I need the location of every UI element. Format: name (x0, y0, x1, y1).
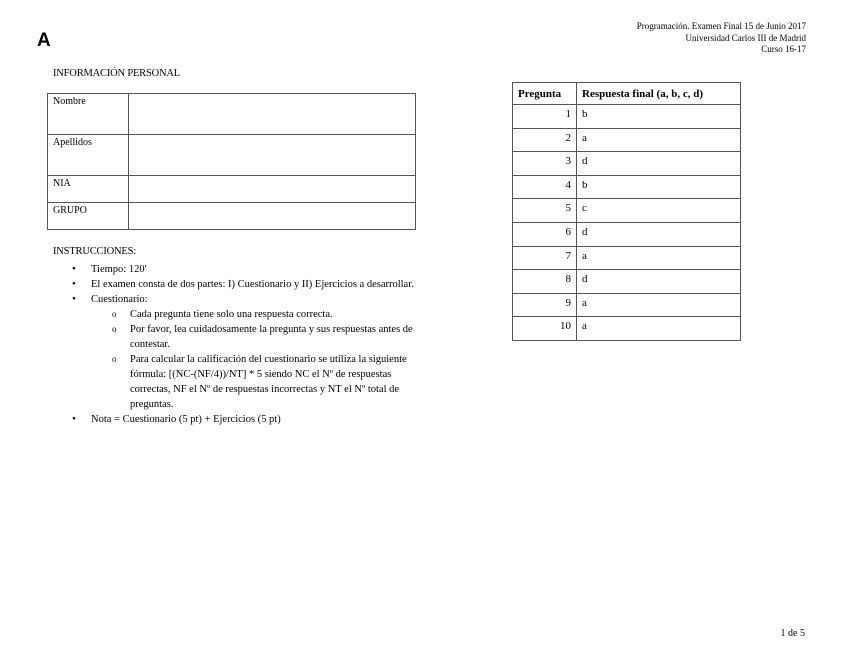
instruction-subitem: o Cada pregunta tiene solo una respuesta correcta. (53, 307, 423, 322)
instruction-item: • El examen consta de dos partes: I) Cuestionario y II) Ejercicios a desarrollar. (53, 277, 423, 292)
personal-value-field[interactable] (129, 176, 416, 203)
instruction-item-text: Cuestionario: (91, 294, 148, 305)
answer-cell[interactable]: b (577, 105, 741, 129)
personal-value-field[interactable] (129, 203, 416, 230)
answer-cell[interactable]: b (577, 175, 741, 199)
personal-label: NIA (48, 176, 129, 203)
instruction-subitem: o Para calcular la calificación del cuestionario se utiliza la siguiente fórmula: [(NC-(NF/4))/NT] * 5 siendo NC el Nº de respuestas correctas, NF el Nº de respuestas incorrectas y NT el Nº total de preguntas. (53, 352, 423, 412)
personal-label: Nombre (48, 94, 129, 135)
answer-row (513, 317, 741, 341)
question-number: 3 (513, 152, 577, 176)
instructions-title: INSTRUCCIONES: (53, 246, 136, 257)
answer-cell[interactable]: a (577, 317, 741, 341)
instruction-item: • Tiempo: 120' (53, 262, 423, 277)
question-number: 10 (513, 317, 577, 341)
question-number: 4 (513, 175, 577, 199)
answer-row (513, 128, 741, 152)
question-number: 7 (513, 246, 577, 270)
exam-header (486, 21, 806, 56)
answer-row (513, 270, 741, 294)
question-number: 8 (513, 270, 577, 294)
question-number: 1 (513, 105, 577, 129)
answer-row (513, 222, 741, 246)
question-number: 9 (513, 293, 577, 317)
answer-row (513, 105, 741, 129)
page-number: 1 de 5 (780, 628, 805, 639)
instruction-item: • Nota = Cuestionario (5 pt) + Ejercicios (5 pt) (53, 412, 423, 427)
personal-row (48, 135, 416, 176)
answer-cell[interactable]: d (577, 270, 741, 294)
answer-cell[interactable]: d (577, 222, 741, 246)
personal-value-field[interactable] (129, 135, 416, 176)
answer-row (513, 246, 741, 270)
personal-info-title: INFORMACIÓN PERSONAL (53, 68, 180, 79)
question-column-header: Pregunta (513, 83, 577, 105)
answers-header-row (513, 83, 741, 105)
answer-row (513, 175, 741, 199)
instruction-sublist (91, 307, 423, 412)
personal-row (48, 203, 416, 230)
header-line-2: Universidad Carlos III de Madrid (685, 32, 806, 43)
personal-info-table (47, 93, 416, 230)
answer-cell[interactable]: a (577, 293, 741, 317)
answer-cell[interactable]: a (577, 246, 741, 270)
header-line-1: Programación. Examen Final 15 de Junio 2017 (636, 21, 806, 31)
personal-row (48, 176, 416, 203)
question-number: 5 (513, 199, 577, 223)
answer-cell[interactable]: a (577, 128, 741, 152)
answer-column-header: Respuesta final (a, b, c, d) (577, 83, 741, 105)
answer-row (513, 152, 741, 176)
instruction-subitem: o Por favor, lea cuidadosamente la pregunta y sus respuestas antes de contestar. (53, 322, 423, 352)
personal-label: Apellidos (48, 135, 129, 176)
instruction-item (53, 292, 423, 412)
personal-value-field[interactable] (129, 94, 416, 135)
answer-cell[interactable]: d (577, 152, 741, 176)
personal-row (48, 94, 416, 135)
answer-row (513, 199, 741, 223)
answer-cell[interactable]: c (577, 199, 741, 223)
instructions-list (53, 262, 423, 427)
answer-row (513, 293, 741, 317)
exam-version-letter: A (37, 30, 51, 51)
header-line-3: Curso 16-17 (761, 44, 806, 54)
answers-table (512, 82, 741, 341)
question-number: 2 (513, 128, 577, 152)
personal-label: GRUPO (48, 203, 129, 230)
question-number: 6 (513, 222, 577, 246)
